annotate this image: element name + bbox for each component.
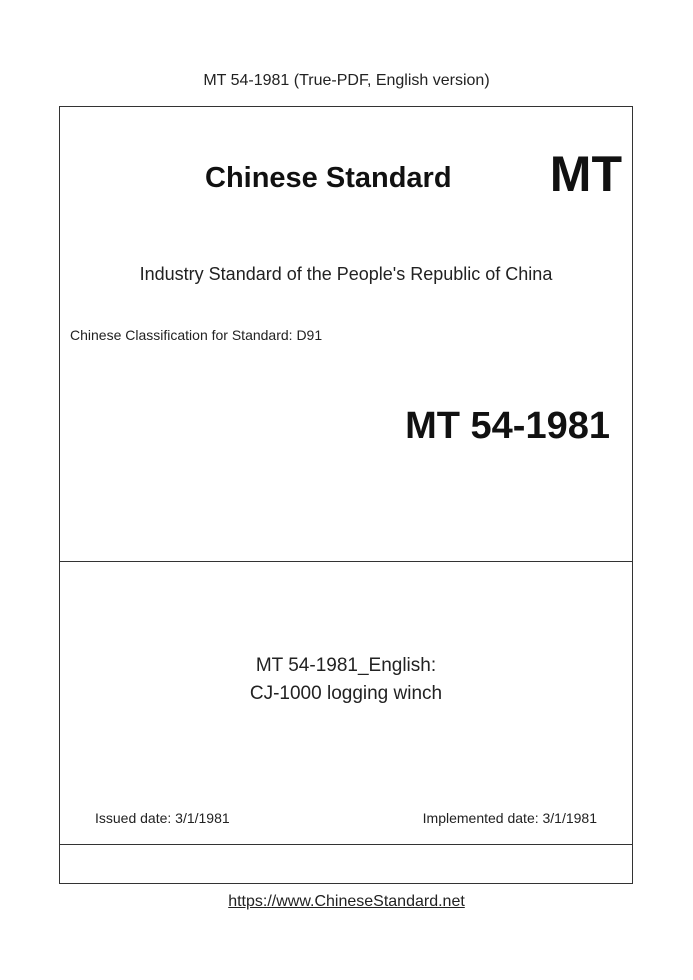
classification-text: Chinese Classification for Standard: D91	[70, 327, 323, 343]
document-title	[60, 652, 632, 708]
document-title-line1: MT 54-1981_English:	[255, 655, 437, 676]
implemented-date: Implemented date: 3/1/1981	[422, 810, 597, 826]
standard-number: MT 54-1981	[405, 405, 610, 447]
cover-lower-section	[60, 562, 632, 845]
cover-frame	[59, 106, 633, 884]
cover-footer-box	[60, 845, 632, 883]
website-link[interactable]: https://www.ChineseStandard.net	[228, 893, 465, 910]
cover-title: Chinese Standard	[205, 162, 452, 194]
page-header: MT 54-1981 (True-PDF, English version)	[203, 72, 490, 89]
cover-upper-section	[60, 107, 632, 562]
cover-subtitle: Industry Standard of the People's Republic of China	[139, 264, 553, 284]
issued-date: Issued date: 3/1/1981	[95, 810, 230, 826]
document-title-line2: CJ-1000 logging winch	[249, 683, 443, 704]
standard-code-logo: MT	[549, 146, 622, 202]
